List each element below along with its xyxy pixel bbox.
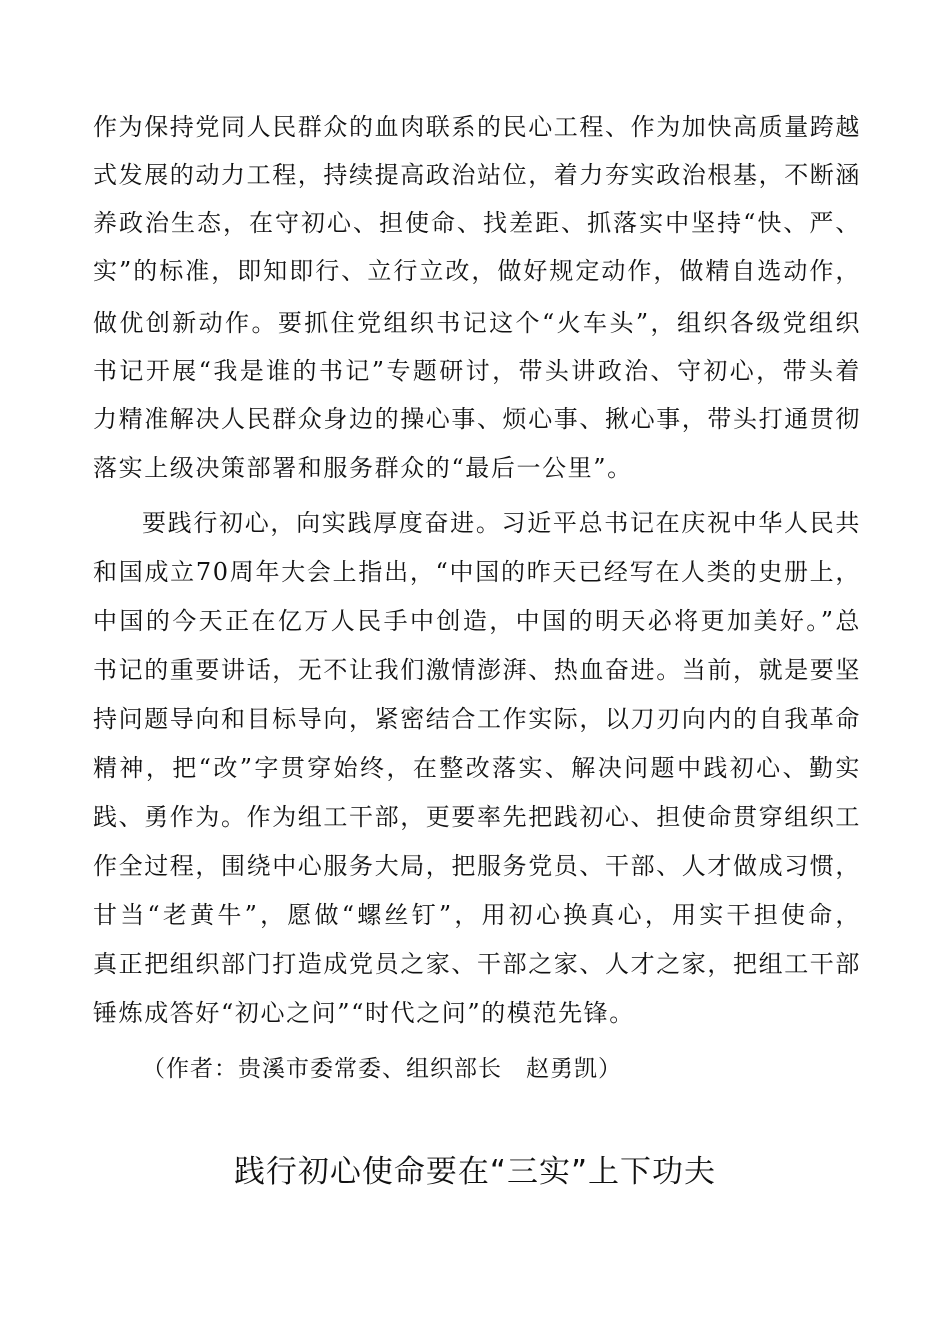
text-line: 践、勇作为。作为组工干部，更要率先把践初心、担使命贯穿组织工 <box>93 803 861 831</box>
text-line: 持问题导向和目标导向，紧密结合工作实际，以刀刃向内的自我革命 <box>93 705 861 733</box>
text-line: 锤炼成答好“初心之问”“时代之问”的模范先锋。 <box>93 999 635 1027</box>
text-line: 做优创新动作。要抓住党组织书记这个“火车头”，组织各级党组织 <box>93 309 861 337</box>
text-line: 实”的标准，即知即行、立行立改，做好规定动作，做精自选动作， <box>93 257 861 285</box>
text-line: 式发展的动力工程，持续提高政治站位，着力夯实政治根基，不断涵 <box>93 161 861 189</box>
text-line: 作为保持党同人民群众的血肉联系的民心工程、作为加快高质量跨越 <box>93 113 861 141</box>
text-line: 甘当“老黄牛”，愿做“螺丝钉”，用初心换真心，用实干担使命， <box>93 901 861 929</box>
text-line: 和国成立70周年大会上指出，“中国的昨天已经写在人类的史册上， <box>93 558 861 586</box>
text-line: 精神，把“改”字贯穿始终，在整改落实、解决问题中践初心、勤实 <box>93 754 861 782</box>
text-line: 作全过程，围绕中心服务大局，把服务党员、干部、人才做成习惯， <box>93 852 861 880</box>
text-line: 落实上级决策部署和服务群众的“最后一公里”。 <box>93 454 633 482</box>
article-title: 践行初心使命要在“三实”上下功夫 <box>233 1154 717 1190</box>
text-line: 要践行初心，向实践厚度奋进。习近平总书记在庆祝中华人民共 <box>142 509 861 537</box>
text-line: 书记的重要讲话，无不让我们激情澎湃、热血奋进。当前，就是要坚 <box>93 656 861 684</box>
text-line: 书记开展“我是谁的书记”专题研讨，带头讲政治、守初心，带头着 <box>93 357 861 385</box>
text-line: 力精准解决人民群众身边的操心事、烦心事、揪心事，带头打通贯彻 <box>93 405 861 433</box>
text-line: 真正把组织部门打造成党员之家、干部之家、人才之家，把组工干部 <box>93 950 861 978</box>
text-line: 养政治生态，在守初心、担使命、找差距、抓落实中坚持“快、严、 <box>93 209 861 237</box>
text-line: 中国的今天正在亿万人民手中创造，中国的明天必将更加美好。”总 <box>93 607 861 635</box>
author-byline: （作者：贵溪市委常委、组织部长 赵勇凯） <box>142 1056 622 1082</box>
